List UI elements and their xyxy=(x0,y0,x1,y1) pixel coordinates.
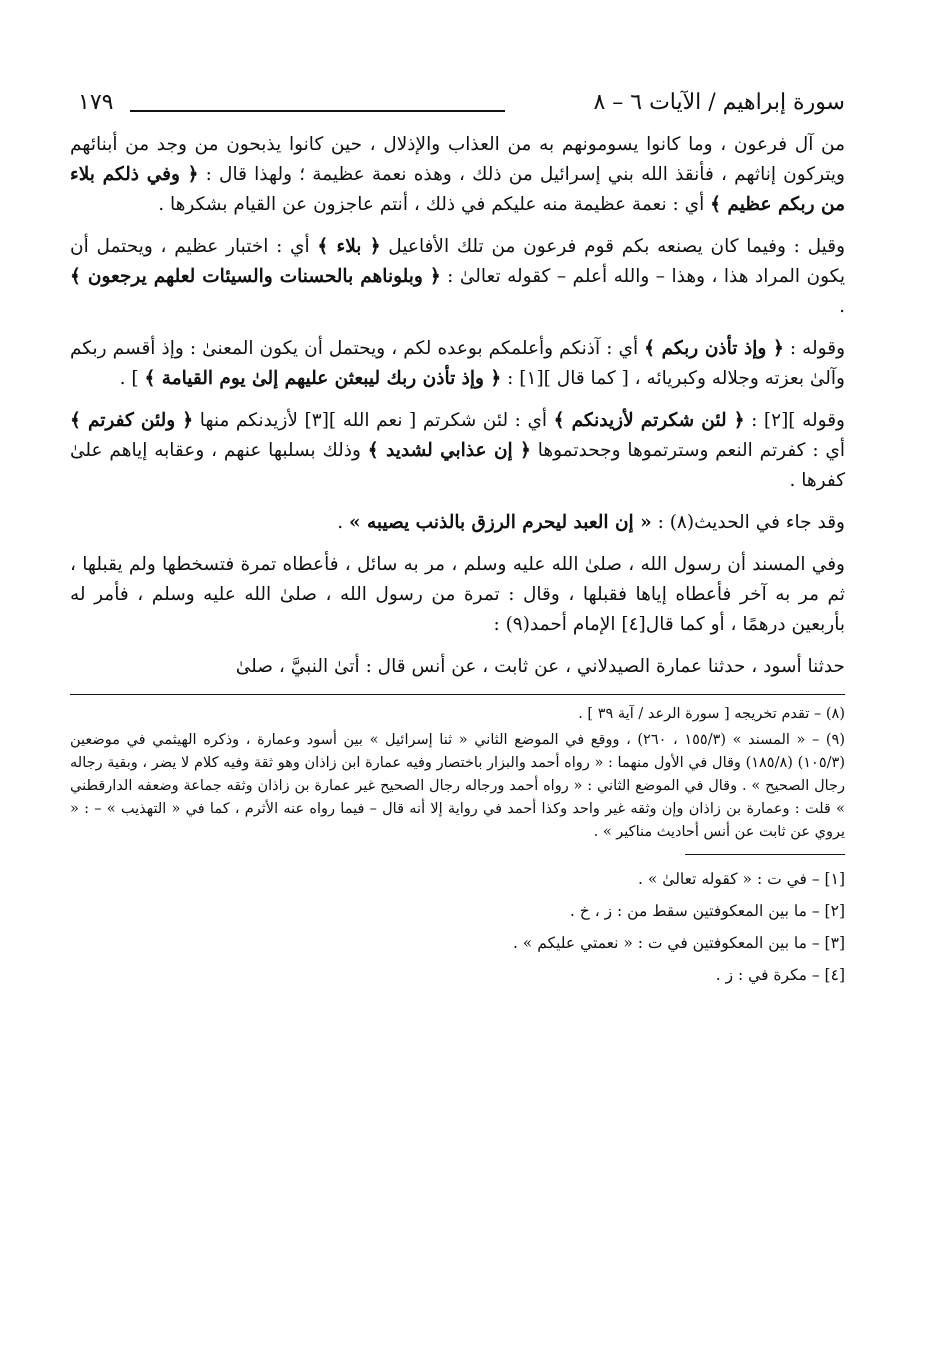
quoted-text: ﴿ بلاء ﴾ xyxy=(317,236,381,257)
footnote: (٨) – تقدم تخريجه [ سورة الرعد / آية ٣٩ ] . xyxy=(578,706,845,722)
quoted-text: ﴿ وفي ذلكم بلاء من ربكم عظيم ﴾ xyxy=(70,164,845,215)
text-segment: [١] xyxy=(519,368,544,389)
text-segment: أي : كفرتم النعم وسترتموها وجحدتموها xyxy=(530,440,845,461)
quoted-text: « إن العبد ليحرم الرزق بالذنب يصيبه » xyxy=(348,512,652,533)
text-segment: : xyxy=(744,410,764,431)
paragraph xyxy=(70,232,845,322)
text-segment: : xyxy=(501,368,520,389)
paragraph xyxy=(70,508,845,538)
footnotes xyxy=(70,703,845,844)
quoted-text: ﴿ ولئن كفرتم ﴾ xyxy=(70,410,194,431)
text-segment: وقيل : وفيما كان يصنعه بكم قوم فرعون من تلك الأفاعيل xyxy=(380,236,845,257)
text-segment: الإمام أحمد xyxy=(529,614,622,635)
text-segment: . xyxy=(839,296,845,317)
paragraph xyxy=(70,406,845,496)
quoted-text: ﴿ وإذ تأذن ربكم ﴾ xyxy=(644,338,784,359)
text-segment: وفي المسند أن رسول الله ، صلىٰ الله عليه وسلم ، مر به سائل ، فأعطاه تمرة فتسخطها ولم يقبلها ، ثم مر به آخر فأعطاه إياها فقبلها ، وقال : تمرة من رسول الله ، صلىٰ الله عليه وسلم ، فأمر له بأربعين درهمًا ، أو كما قال xyxy=(70,554,845,635)
quoted-text: ﴿ إن عذابي لشديد ﴾ xyxy=(367,440,531,461)
text-segment: أي : اختبار عظيم ، ويحتمل أن يكون المراد هذا ، وهذا – والله أعلم – كقوله تعالىٰ : xyxy=(70,236,846,287)
page-header xyxy=(70,80,845,120)
main-text xyxy=(70,130,845,682)
text-segment: أي : نعمة عظيمة منه عليكم في ذلك ، أنتم عاجزون عن القيام بشكرها . xyxy=(158,194,711,215)
text-segment: وقوله ] xyxy=(788,410,845,431)
text-segment: وذلك بسلبها عنهم ، وعقابه إياهم علىٰ كفرها . xyxy=(70,440,845,491)
variant-note: [٢] – ما بين المعكوفتين سقط من : ز ، خ . xyxy=(569,902,845,920)
text-segment: : xyxy=(651,512,670,533)
text-segment: وقوله : xyxy=(783,338,846,359)
text-segment: (٩) xyxy=(505,614,530,635)
paragraph xyxy=(70,550,845,640)
paragraph xyxy=(70,652,845,682)
text-segment: [٣] xyxy=(304,410,329,431)
paragraph xyxy=(70,334,845,394)
quoted-text: ﴿ لئن شكرتم لأزيدنكم ﴾ xyxy=(553,410,745,431)
quoted-text: ﴿ وإذ تأذن ربك ليبعثن عليهم إلىٰ يوم القيامة ﴾ xyxy=(144,368,502,389)
variant-note: [١] – في ت : « كقوله تعالىٰ » . xyxy=(638,870,845,888)
text-segment: من آل فرعون ، وما كانوا يسومونهم به من العذاب والإذلال ، حين كانوا يذبحون من وجد من أبنائهم ويتركون إناثهم ، فأنقذ الله بني إسرائيل من ذلك ، وهذه نعمة عظيمة ؛ ولهذا قال : xyxy=(70,134,845,185)
variants-separator xyxy=(685,854,845,855)
footnote: (٩) – « المسند » (١٥٥/٣ ، ٢٦٠) ، ووقع في الموضع الثاني « ثنا إسرائيل » بين أسود وعمارة ، وذكره الهيثمي في موضعين (١٠٥/٣) (١٨٥/٨) وقال في الأول منهما : « رواه أحمد والبزار باختصار وفيه عمارة ابن زاذان وهو ثقة وفيه كلام لا يضر ، وبقية رجاله رجال الصحيح » . وقال في الموضع الثاني : « رواه أحمد ورجاله رجال الصحيح غير عمارة بن زاذان وثقه جماعة وضعفه الدارقطني » قلت : وعمارة بن زاذان وإن وثقه غير واحد وكذا أحمد في رواية إلا أنه قال – فيما رواه عنه الأثرم ، كما في « التهذيب » – : « يروي عن ثابت عن أنس أحاديث مناكير » . xyxy=(70,732,845,840)
manuscript-variants xyxy=(70,863,845,991)
text-segment: [٢] xyxy=(763,410,789,431)
footnote-separator xyxy=(70,694,845,695)
paragraph xyxy=(70,130,845,220)
text-segment: ] . xyxy=(119,368,145,389)
document-page xyxy=(70,80,845,991)
text-segment: . xyxy=(337,512,349,533)
text-segment: [٤] xyxy=(621,614,646,635)
variant-note: [٤] – مكرة في : ز . xyxy=(715,966,845,984)
text-segment: : xyxy=(493,614,506,635)
variant-note: [٣] – ما بين المعكوفتين في ت : « نعمتي عليكم » . xyxy=(512,934,845,952)
text-segment: وقد جاء في الحديث xyxy=(694,512,845,533)
quoted-text: ﴿ وبلوناهم بالحسنات والسيئات لعلهم يرجعون ﴾ xyxy=(70,266,441,287)
running-title: سورة إبراهيم / الآيات ٦ – ٨ xyxy=(593,90,845,115)
text-segment: لأزيدنكم منها xyxy=(193,410,305,431)
text-segment: أي : آذنكم وأعلمكم بوعده لكم ، ويحتمل أن يكون المعنىٰ : وإذ أقسم ربكم وآلىٰ بعزته وجلاله وكبريائه ، [ كما قال ] xyxy=(70,338,845,389)
text-segment: أي : لئن شكرتم [ نعم الله ] xyxy=(328,410,554,431)
text-segment: (٨) xyxy=(669,512,695,533)
header-rule xyxy=(130,110,505,112)
page-number: ١٧٩ xyxy=(78,90,114,115)
text-segment: حدثنا أسود ، حدثنا عمارة الصيدلاني ، عن ثابت ، عن أنس قال : أتىٰ النبيَّ ، صلىٰ xyxy=(235,656,845,677)
